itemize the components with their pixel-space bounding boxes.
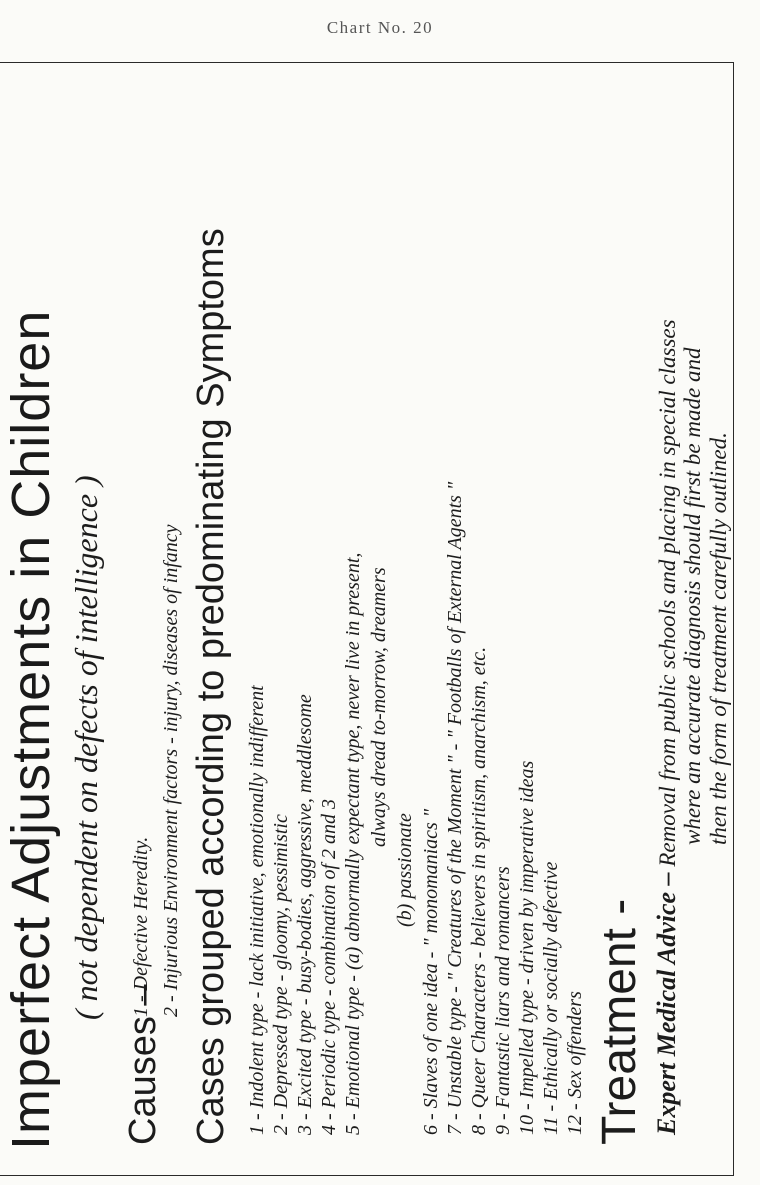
treatment-heading: Treatment -: [593, 898, 646, 1145]
type-item-3: 3 - Excited type - busy-bodies, aggressive, meddlesome: [294, 694, 316, 1135]
type-item-5-cont: always dread to-morrow, dreamers: [368, 567, 390, 847]
treatment-line-2: where an accurate diagnosis should first be made and: [680, 347, 705, 845]
type-item-11: 11 - Ethically or socially defective: [540, 861, 562, 1135]
treatment-label: Expert Medical Advice –: [652, 872, 681, 1135]
type-item-7: 7 - Unstable type - " Creatures of the Moment " - " Footballs of External Agents ": [444, 481, 466, 1135]
cause-item-2: 2 - Injurious Environment factors - injury, diseases of infancy: [160, 524, 182, 1017]
type-item-6: 6 - Slaves of one idea - " monomaniacs ": [420, 808, 442, 1135]
type-item-5b: (b) passionate: [394, 813, 416, 927]
chart-frame: [0, 62, 734, 1176]
treatment-line-1: [652, 319, 682, 1135]
type-item-2: 2 - Depressed type - gloomy, pessimistic: [270, 814, 292, 1135]
type-item-4: 4 - Periodic type - combination of 2 and 3: [318, 798, 340, 1135]
type-item-10: 10 - Impelled type - driven by imperative ideas: [516, 760, 538, 1135]
subtitle: ( not dependent on defects of intelligence ): [68, 475, 104, 1020]
type-item-9: 9 - Fantastic liars and romancers: [492, 866, 514, 1135]
type-item-1: 1 - Indolent type - lack initiative, emotionally indifferent: [246, 685, 268, 1135]
page-title: Imperfect Adjustments in Children: [1, 309, 61, 1150]
cause-item-1: 1 - Defective Heredity.: [130, 836, 152, 1017]
grouping-heading: Cases grouped according to predominating Symptoms: [190, 228, 232, 1145]
type-item-5: 5 - Emotional type - (a) abnormally expectant type, never live in present,: [342, 552, 364, 1135]
rotated-content: [0, 63, 733, 1175]
chart-number: Chart No. 20: [326, 18, 434, 37]
type-item-12: 12 - Sex offenders: [564, 991, 586, 1135]
causes-heading: Causes –: [122, 984, 164, 1145]
treatment-text-1: Removal from public schools and placing in special classes: [655, 319, 680, 867]
type-item-8: 8 - Queer Characters - believers in spiritism, anarchism, etc.: [468, 646, 490, 1135]
treatment-line-3: then the form of treatment carefully outlined.: [706, 432, 731, 845]
